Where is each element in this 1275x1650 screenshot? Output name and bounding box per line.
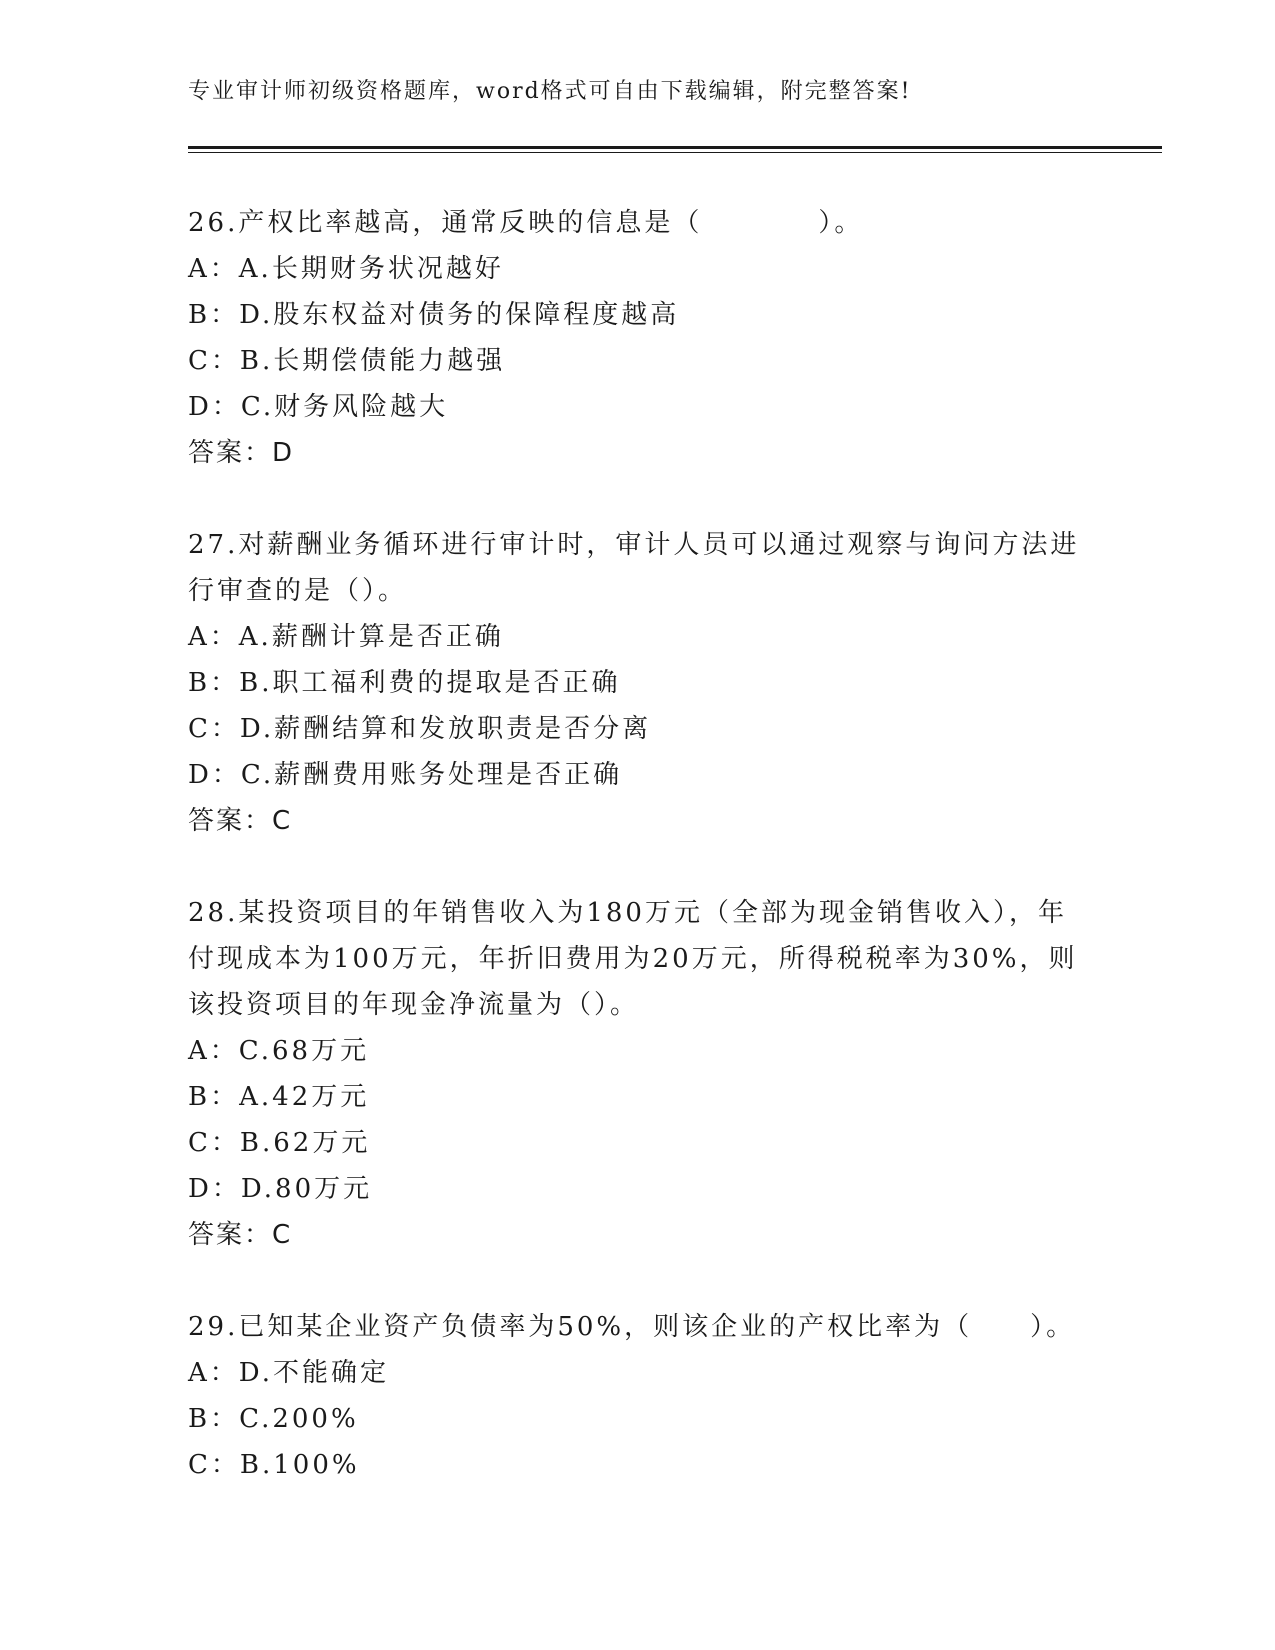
option-c: C：B.长期偿债能力越强 bbox=[188, 346, 506, 376]
option-b: B：D.股东权益对债务的保障程度越高 bbox=[188, 300, 680, 330]
option-a: A：A.薪酬计算是否正确 bbox=[188, 622, 504, 652]
option-a: A：D.不能确定 bbox=[188, 1358, 389, 1388]
question-stem: 26.产权比率越高，通常反映的信息是（ ）。 bbox=[188, 208, 864, 238]
header-divider bbox=[188, 146, 1162, 149]
question-27 bbox=[188, 522, 1088, 844]
header-divider-thin bbox=[188, 152, 1162, 153]
question-list bbox=[188, 200, 1088, 1534]
question-stem: 27.对薪酬业务循环进行审计时，审计人员可以通过观察与询问方法进行审查的是（）。 bbox=[188, 530, 1080, 606]
question-29 bbox=[188, 1304, 1088, 1488]
option-b: B：A.42万元 bbox=[188, 1082, 370, 1112]
answer-line: 答案：C bbox=[188, 1220, 293, 1250]
option-c: C：B.100% bbox=[188, 1450, 360, 1480]
option-a: A：A.长期财务状况越好 bbox=[188, 254, 504, 284]
question-stem: 29.已知某企业资产负债率为50%，则该企业的产权比率为（ ）。 bbox=[188, 1312, 1076, 1342]
answer-line: 答案：D bbox=[188, 438, 295, 468]
option-c: C：B.62万元 bbox=[188, 1128, 371, 1158]
answer-line: 答案：C bbox=[188, 806, 293, 836]
page-header: 专业审计师初级资格题库，word格式可自由下载编辑，附完整答案! bbox=[188, 79, 912, 104]
option-b: B：C.200% bbox=[188, 1404, 359, 1434]
option-c: C：D.薪酬结算和发放职责是否分离 bbox=[188, 714, 652, 744]
option-d: D：D.80万元 bbox=[188, 1174, 373, 1204]
question-26 bbox=[188, 200, 1088, 476]
option-a: A：C.68万元 bbox=[188, 1036, 370, 1066]
question-28 bbox=[188, 890, 1088, 1258]
question-stem: 28.某投资项目的年销售收入为180万元（全部为现金销售收入），年付现成本为100万元，年折旧费用为20万元，所得税税率为30%，则该投资项目的年现金净流量为（）。 bbox=[188, 898, 1078, 1020]
option-b: B：B.职工福利费的提取是否正确 bbox=[188, 668, 621, 698]
option-d: D：C.薪酬费用账务处理是否正确 bbox=[188, 760, 623, 790]
option-d: D：C.财务风险越大 bbox=[188, 392, 449, 422]
